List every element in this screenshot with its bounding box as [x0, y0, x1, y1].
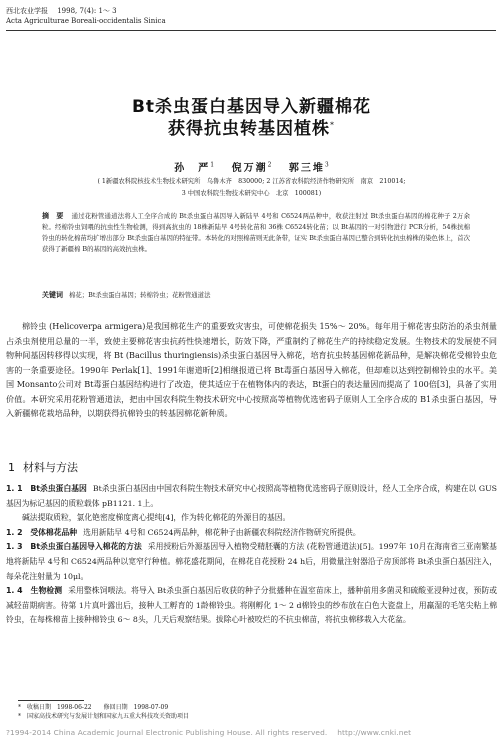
- journal-latin-name: Acta Agriculturae Boreali-occidentalis Sinica: [6, 17, 166, 25]
- cnki-watermark: ?1994-2014 China Academic Journal Electronic Publishing House. All rights reserved. http://www.cnki.net: [6, 728, 412, 737]
- method-1-continuation: 碱法提取质粒，氯化铯密度梯度离心提纯[4]，作为转化棉花的外源目的基因。: [22, 513, 291, 523]
- author-list: [0, 159, 503, 174]
- method-2-text: 选用新陆早 4号和 C6524两品种，棉花种子由新疆农科院经济作物研究所提供。: [83, 527, 361, 537]
- article-title-line1: Bt杀虫蛋白基因导入新疆棉花: [131, 97, 372, 117]
- method-1-text: Bt杀虫蛋白基因由中国农科院生物技术研究中心按照高等植物优选密码子原则设计，经人工全序合成，构建在以 GUS基因为标记基因的质粒载体 pB1121. 1上。: [6, 484, 497, 508]
- method-4-heading: 1. 4 生物检测: [6, 586, 63, 596]
- methods-body: [6, 482, 497, 628]
- keywords: [42, 290, 470, 301]
- affiliation-line2: 3 中国农科院生物技术研究中心 北京 100081): [181, 190, 322, 197]
- article-title-line2: [0, 114, 503, 139]
- abstract: [42, 211, 470, 255]
- section-heading: [8, 459, 78, 475]
- author-1: 孙 严: [174, 163, 211, 174]
- keywords-label: 关键词: [42, 291, 63, 299]
- journal-header: [6, 6, 496, 26]
- section-number: 1: [8, 461, 15, 474]
- method-1: [6, 482, 497, 511]
- method-3-text: 采用授粉后外源基因导入植物受精胚囊的方法 (花粉管通道法)[5]。1997年 10月在海南省三亚南繁基地将新陆早 4号和 C6524两品种以宽窄行种植。棉花盛花期间，在棉花自花授粉 24 h后，用微量注射器沿子房顶部将 Bt杀虫蛋白基因注入，每朵花注射量为 10μl。: [6, 542, 497, 581]
- author-3: 郭三堆: [288, 163, 325, 174]
- author-1-affil: 1: [210, 161, 215, 169]
- section-title: 材料与方法: [23, 461, 78, 474]
- method-3-heading: 1. 3 Bt杀虫蛋白基因导入棉花的方法: [6, 542, 142, 552]
- method-1-heading: 1. 1 Bt杀虫蛋白基因: [6, 484, 87, 493]
- author-2-affil: 2: [267, 161, 272, 169]
- abstract-text: 通过花粉管通道法将人工全序合成的 Bt杀虫蛋白基因导入新陆早 4号和 C6524两品种中，收获注射过 Bt杀虫蛋白基因的棉花种子 2万余粒。经棉铃虫饲喂的抗虫性生物检测，得到高抗虫的 18株新陆早 4号转化苗和 36株 C6524转化苗；以 Bt基因的一对引物进行 PCR分析，54株抗棉铃虫的转化棉苗均扩增出部分 Bt杀虫蛋白基因的特征带。本转化的对照棉苗则无此条带，证实 Bt杀虫蛋白基因已整合到转化抗虫棉株的染色体上，首次获得了新疆棉 B的基因的高效抗虫株。: [42, 212, 471, 253]
- footnote-rule: [18, 700, 84, 701]
- author-3-affil: 3: [324, 161, 329, 169]
- header-rule: [6, 30, 496, 31]
- method-2: [6, 526, 497, 541]
- intro-paragraph: 棉铃虫 (Helicoverpa armigera)是我国棉花生产的重要致灾害虫，可使棉花损失 15%～ 20%。每年用于棉花害虫防治的杀虫剂量占杀虫剂使用总量的一半，致使主要棉花害虫抗药性快速增长，防效下降，严重制约了棉花生产的持续稳定发展。生物技术的发展使不同物种间基因转移得以实现，将 Bt (Bacillus thuringiensis)杀虫蛋白基因导入棉花，培育抗虫转基因棉花新品种，是解决棉花受棉铃虫危害的一条重要途径。1990年 Perlak[1]、1991年谢道昕[2]相继报道已将 Bt毒蛋白基因导入棉花，但却难以达到控制棉铃虫的水平。美国 Monsanto公司对 Bt毒蛋白基因结构进行了改造，使其适应于在植物体内的表达，Bt蛋白的表达量因而提高了 100倍[3]，具备了实用价值。本研究采用花粉管通道法，把由中国农科院生物技术研究中心按照高等植物优选密码子原则人工全序合成的 B1杀虫蛋白基因，导入新疆棉花栽培品种，以期获得抗棉铃虫的转基因棉花新种质。: [6, 321, 497, 418]
- method-4: [6, 584, 497, 628]
- method-4-text: 采用整株饲喂法。将导入 Bt杀虫蛋白基因后收获的种子分批播种在温室苗床上，播种前用多菌灵和硫酸亚浸种过夜，预防或减轻苗期病害。待第 1片真叶露出后，接种人工孵育的 1龄棉铃虫。将刚孵化 1～ 2 d棉铃虫的纱布放在白色大瓷盘上，用羸湿的毛笔尖粘上棉铃虫，在每株棉苗上接种棉铃虫 6～ 8头，几天后观察结果。拔除心叶被咬烂的不抗虫棉苗，将抗虫棉移栽入大花盆。: [6, 586, 497, 625]
- footnote-funding: * 国家高技术研究与发展计划和国家九五重大科技攻关资助项目: [18, 713, 190, 720]
- affiliation-line1: ( 1新疆农科院核技术生物技术研究所 乌鲁木齐 830000; 2 江苏省农科院经济作物研究所 南京 210014;: [97, 178, 406, 185]
- journal-citation: 西北农业学报 1998, 7(4): 1～ 3: [6, 7, 117, 15]
- footnote-dates: * 收稿日期 1998-06-22 修回日期 1998-07-09: [18, 704, 169, 711]
- article-title-line2-text: 获得抗虫转基因植株: [168, 119, 330, 139]
- method-3: [6, 540, 497, 584]
- author-2: 倪万潮: [231, 163, 268, 174]
- abstract-label: 摘 要: [42, 212, 64, 220]
- method-2-heading: 1. 2 受体棉花品种: [6, 527, 78, 537]
- footnotes: [18, 703, 498, 721]
- keywords-text: 棉花；Bt杀虫蛋白基因；转棉铃虫；花粉管通道法: [69, 291, 211, 299]
- title-footnote-mark: *: [330, 120, 335, 130]
